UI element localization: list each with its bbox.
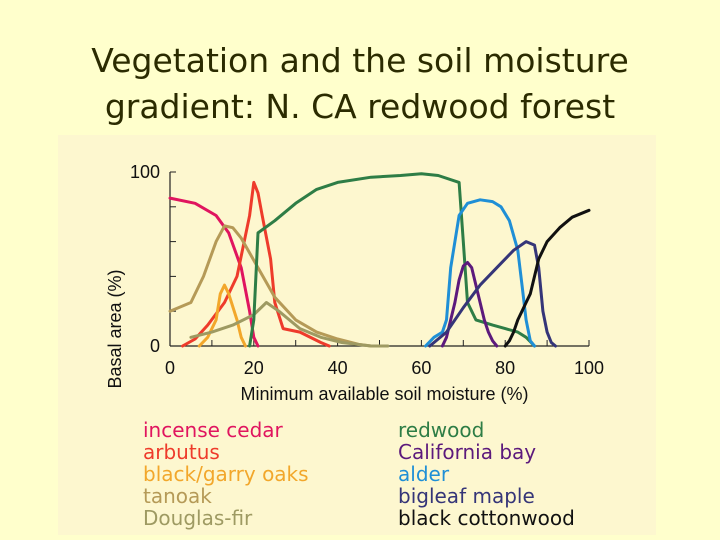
- legend-entry: alder: [398, 462, 450, 486]
- x-tick-label: 60: [411, 358, 432, 378]
- legend-entry: black/garry oaks: [143, 462, 309, 486]
- chart-legend: [143, 418, 575, 530]
- series-line: [426, 200, 535, 346]
- legend-entry: California bay: [398, 440, 537, 464]
- series-line: [250, 174, 535, 346]
- legend-entry: bigleaf maple: [398, 484, 535, 508]
- x-axis-title: Minimum available soil moisture (%): [240, 384, 529, 404]
- slide-title-line-2: gradient: N. CA redwood forest: [104, 87, 616, 126]
- y-axis-title: Basal area (%): [105, 269, 125, 389]
- x-tick-label: 40: [327, 358, 348, 378]
- series-line: [199, 285, 245, 346]
- chart-labels: [105, 162, 604, 404]
- legend-entry: black cottonwood: [398, 506, 575, 530]
- slide-title-line-1: Vegetation and the soil moisture: [91, 41, 629, 80]
- x-tick-label: 0: [164, 358, 176, 378]
- y-tick-label: 100: [129, 162, 160, 182]
- legend-entry: Douglas-fir: [143, 506, 253, 530]
- chart-series-lines: [170, 174, 589, 346]
- legend-entry: tanoak: [143, 484, 212, 508]
- x-tick-label: 100: [573, 358, 605, 378]
- x-tick-label: 20: [243, 358, 264, 378]
- legend-entry: incense cedar: [143, 418, 283, 442]
- x-tick-label: 80: [495, 358, 516, 378]
- y-tick-label: 0: [149, 336, 160, 356]
- series-line: [170, 226, 371, 346]
- legend-entry: arbutus: [143, 440, 220, 464]
- legend-entry: redwood: [398, 418, 485, 442]
